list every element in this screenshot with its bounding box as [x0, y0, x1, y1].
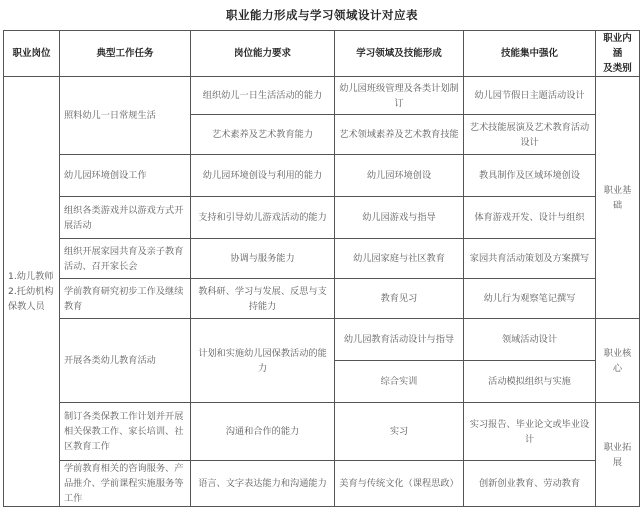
- correspondence-table: [3, 30, 640, 507]
- category-core: 职业核心: [596, 319, 640, 403]
- field-cell: 教育见习: [335, 279, 464, 319]
- table-row: [4, 279, 640, 319]
- skill-cell: 幼儿行为观察笔记撰写: [464, 279, 596, 319]
- table-row: [4, 403, 640, 461]
- table-row: [4, 239, 640, 279]
- ability-cell: 沟通和合作的能力: [191, 403, 335, 461]
- table-row: [4, 155, 640, 197]
- header-position: 职业岗位: [4, 31, 60, 77]
- field-cell: 幼儿园家庭与社区教育: [335, 239, 464, 279]
- table-row: [4, 197, 640, 239]
- field-cell: 幼儿园班级管理及各类计划制订: [335, 77, 464, 115]
- skill-cell: 领域活动设计: [464, 319, 596, 361]
- field-cell: 幼儿园环境创设: [335, 155, 464, 197]
- task-cell: 幼儿园环境创设工作: [60, 155, 191, 197]
- skill-cell: 创新创业教育、劳动教育: [464, 461, 596, 507]
- field-cell: 艺术领域素养及艺术教育技能: [335, 115, 464, 155]
- task-cell: 开展各类幼儿教育活动: [60, 319, 191, 403]
- field-cell: 美育与传统文化（课程思政）: [335, 461, 464, 507]
- header-tasks: 典型工作任务: [60, 31, 191, 77]
- field-cell: 综合实训: [335, 361, 464, 403]
- task-cell: 学前教育研究初步工作及继续教育: [60, 279, 191, 319]
- task-cell: 组织各类游戏并以游戏方式开展活动: [60, 197, 191, 239]
- ability-cell: 支持和引导幼儿游戏活动的能力: [191, 197, 335, 239]
- header-skill: 技能集中强化: [464, 31, 596, 77]
- ability-cell: 协调与服务能力: [191, 239, 335, 279]
- ability-cell: 计划和实施幼儿园保教活动的能力: [191, 319, 335, 403]
- table-row: [4, 77, 640, 115]
- skill-cell: 实习报告、毕业论文或毕业设计: [464, 403, 596, 461]
- header-ability: 岗位能力要求: [191, 31, 335, 77]
- task-cell: 学前教育相关的咨询服务、产品推介、学前课程实施服务等工作: [60, 461, 191, 507]
- task-cell: 组织开展家园共育及亲子教育活动、召开家长会: [60, 239, 191, 279]
- category-expand: 职业拓展: [596, 403, 640, 507]
- header-row: [4, 31, 640, 77]
- ability-cell: 教科研、学习与发展、反思与支持能力: [191, 279, 335, 319]
- field-cell: 幼儿园游戏与指导: [335, 197, 464, 239]
- skill-cell: 幼儿园节假日主题活动设计: [464, 77, 596, 115]
- skill-cell: 艺术技能展演及艺术教育活动设计: [464, 115, 596, 155]
- task-cell: 照料幼儿一日常规生活: [60, 77, 191, 155]
- task-cell: 制订各类保教工作计划并开展相关保教工作、家长培训、社区教育工作: [60, 403, 191, 461]
- ability-cell: 组织幼儿一日生活活动的能力: [191, 77, 335, 115]
- field-cell: 实习: [335, 403, 464, 461]
- ability-cell: 艺术素养及艺术教育能力: [191, 115, 335, 155]
- document-title: 职业能力形成与学习领域设计对应表: [226, 8, 418, 22]
- skill-cell: 体育游戏开发、设计与组织: [464, 197, 596, 239]
- ability-cell: 语言、文字表达能力和沟通能力: [191, 461, 335, 507]
- field-cell: 幼儿园教育活动设计与指导: [335, 319, 464, 361]
- skill-cell: 家园共育活动策划及方案撰写: [464, 239, 596, 279]
- table-row: [4, 461, 640, 507]
- header-category: 职业内涵 及类别: [596, 31, 640, 77]
- ability-cell: 幼儿园环境创设与利用的能力: [191, 155, 335, 197]
- table-row: [4, 319, 640, 361]
- skill-cell: 教具制作及区域环境创设: [464, 155, 596, 197]
- header-field: 学习领域及技能形成: [335, 31, 464, 77]
- category-basic: 职业基础: [596, 77, 640, 319]
- skill-cell: 活动模拟组织与实施: [464, 361, 596, 403]
- position-cell: 1.幼儿教师 2.托幼机构 保教人员: [4, 77, 60, 507]
